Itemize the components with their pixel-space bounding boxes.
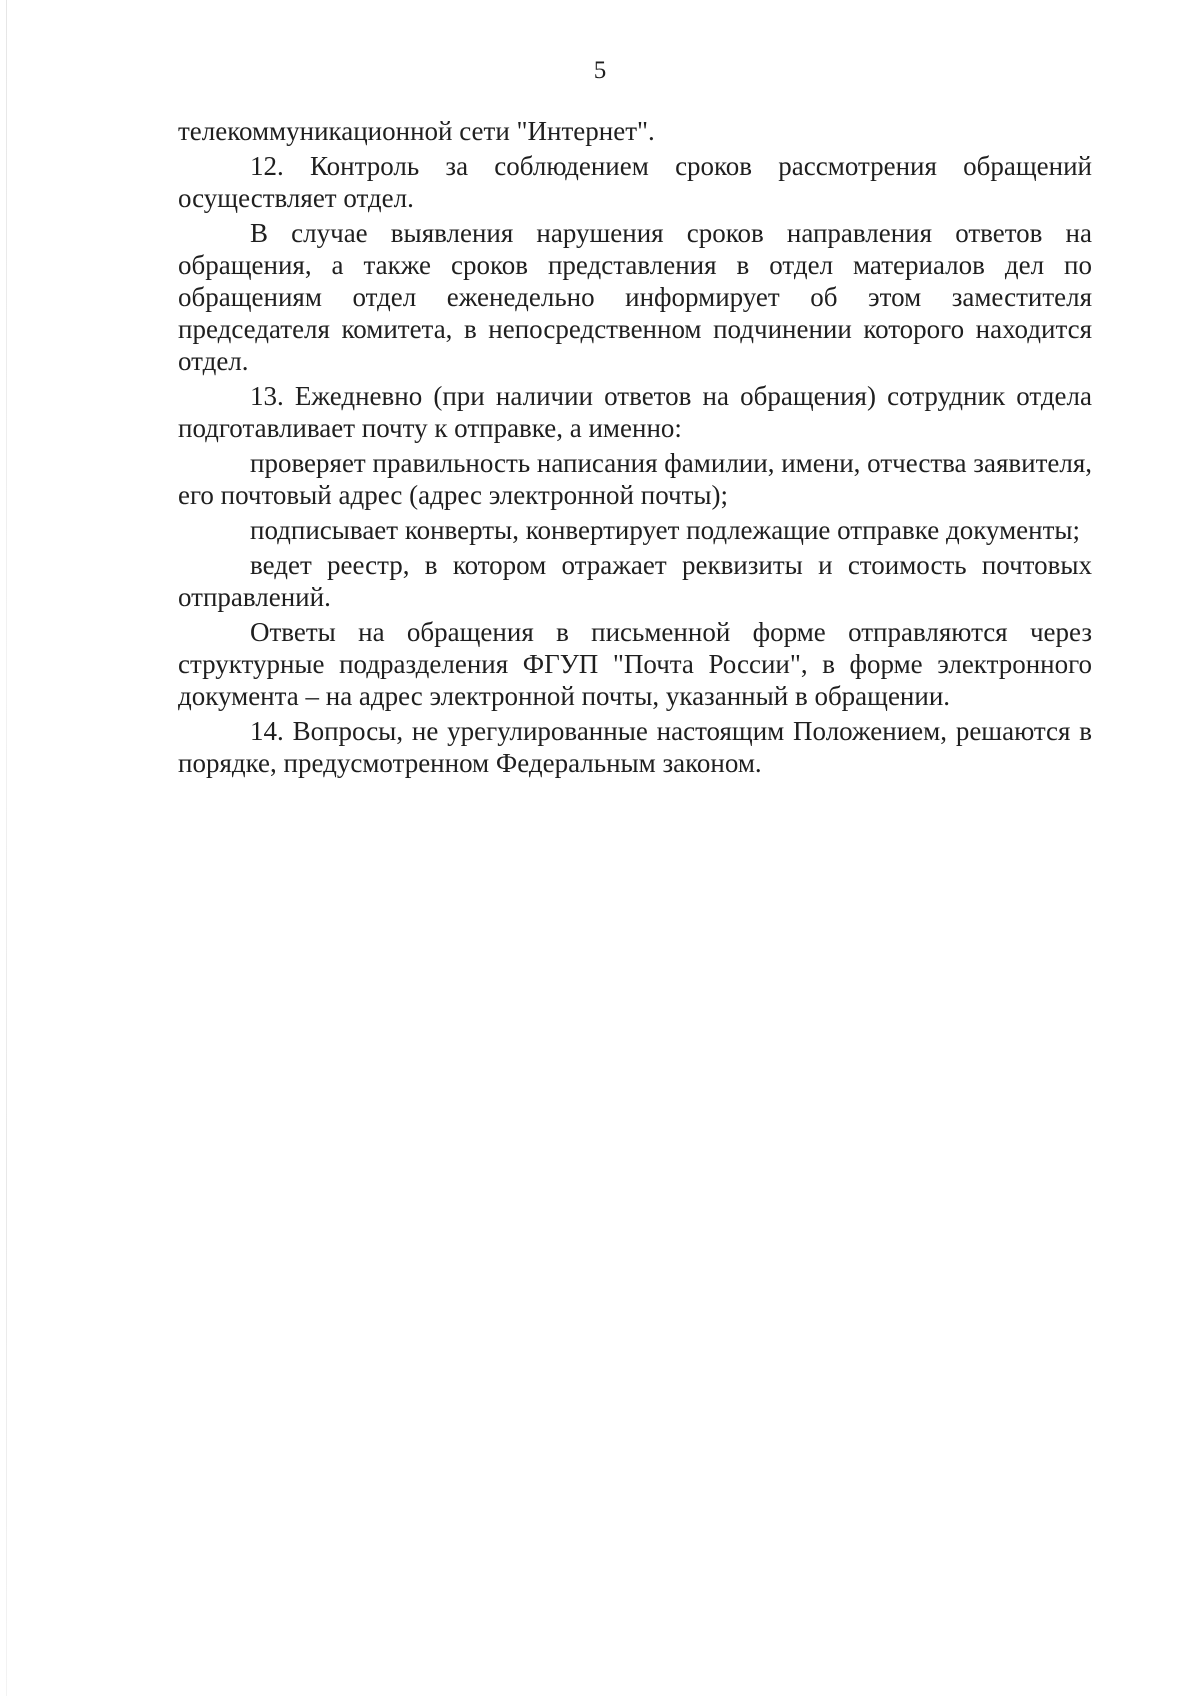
paragraph-sign-envelopes: подписывает конверты, конвертирует подлежащие отправке документы; [250,515,1081,545]
scan-edge-line [6,0,7,1696]
paragraph-check-names: проверяет правильность написания фамилии, имени, отчества заявителя, его почтовый адрес (адрес электронной почты); [178,448,1092,510]
paragraph-registry: ведет реестр, в котором отражает реквизиты и стоимость почтовых отправлений. [178,550,1092,612]
paragraph-item-13: 13. Ежедневно (при наличии ответов на обращения) сотрудник отдела подготавливает почту к отправке, а именно: [178,381,1092,443]
paragraph-violation-notice: В случае выявления нарушения сроков направления ответов на обращения, а также сроков представления в отдел материалов дел по обращениям отдел еженедельно информирует об этом заместителя председателя комитета, в непосредственном подчинении которого находится отдел. [178,218,1092,376]
page-number: 5 [593,57,607,84]
paragraph-continuation: телекоммуникационной сети "Интернет". [178,116,655,146]
paragraph-answers-delivery: Ответы на обращения в письменной форме отправляются через структурные подразделения ФГУП "Почта России", в форме электронного документа – на адрес электронной почты, указанный в обращении. [178,617,1092,711]
document-body [178,115,1092,779]
paragraph-item-12: 12. Контроль за соблюдением сроков рассмотрения обращений осуществляет отдел. [178,151,1092,213]
paragraph-item-14: 14. Вопросы, не урегулированные настоящим Положением, решаются в порядке, предусмотренном Федеральным законом. [178,716,1092,778]
